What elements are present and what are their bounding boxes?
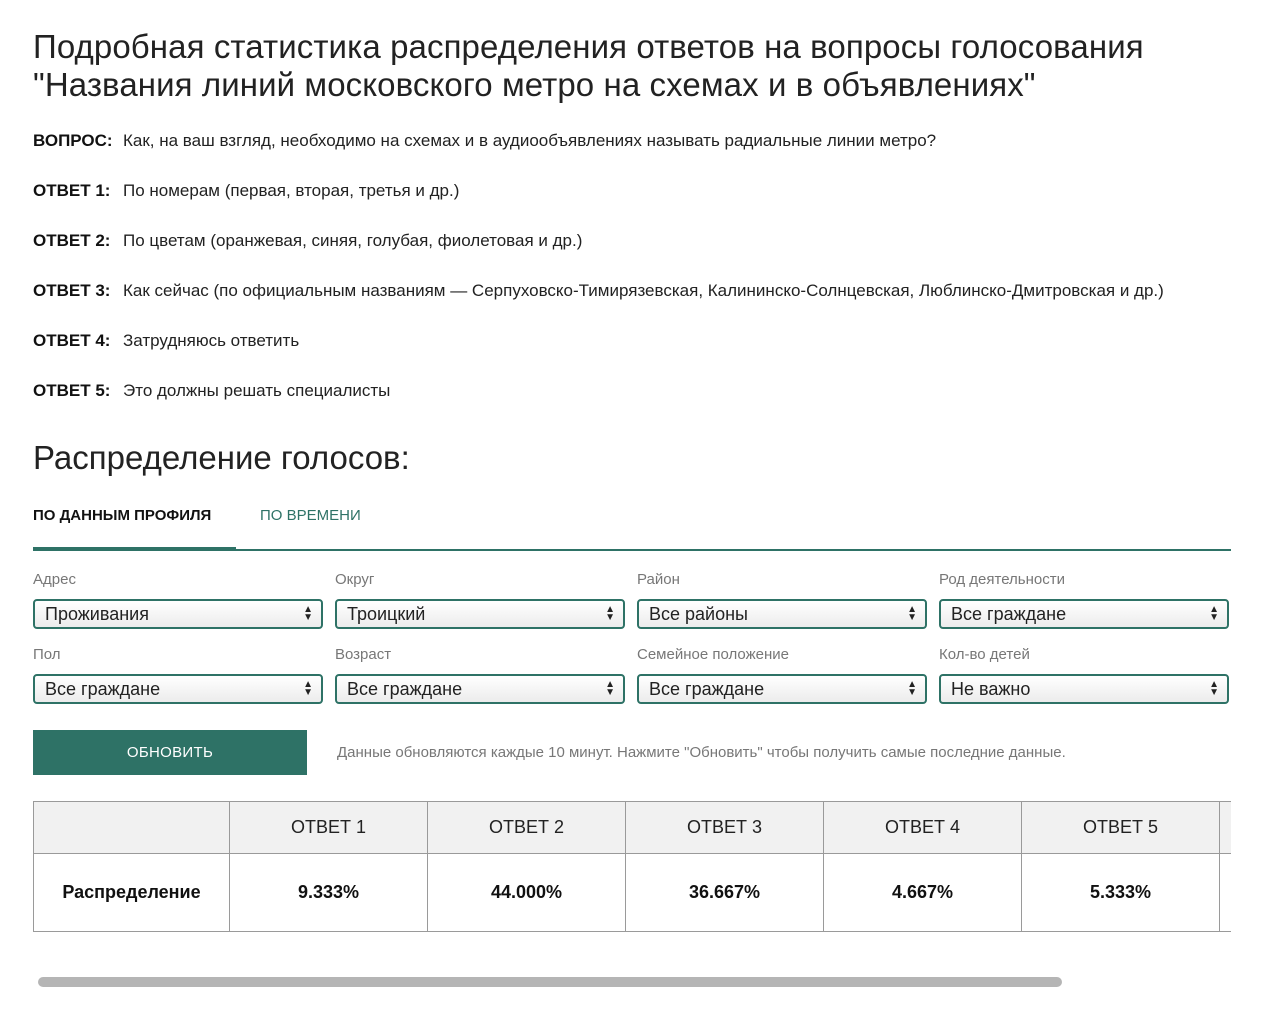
answer-row-4 [33,328,1231,353]
answer-text-2: По цветам (оранжевая, синяя, голубая, фиолетовая и др.) [123,231,583,250]
filter-label: Род деятельности [939,571,1065,588]
filter-label: Кол-во детей [939,646,1030,663]
answer-text-3: Как сейчас (по официальным названиям — Серпуховско-Тимирязевская, Калининско-Солнцевская, Люблинско-Дмитровская и др.) [123,281,1164,300]
answer-label-3: ОТВЕТ 3: [33,281,111,300]
table-header-answer-2: ОТВЕТ 2 [428,802,626,854]
select-value: Все районы [649,603,748,624]
select-value: Проживания [45,603,149,624]
select-arrows-icon: ▲ ▼ [1209,604,1219,623]
answer-row-1 [33,178,1231,203]
value-answer-4: 4.667% [824,854,1022,932]
filter-age [335,646,625,704]
filter-label: Район [637,571,680,588]
answer-label-1: ОТВЕТ 1: [33,181,111,200]
table-header-answer-4: ОТВЕТ 4 [824,802,1022,854]
update-button[interactable]: ОБНОВИТЬ [33,730,307,775]
tab-profile[interactable]: ПО ДАННЫМ ПРОФИЛЯ [33,499,236,551]
filters [33,571,1231,704]
question-answers [33,128,1231,403]
results-table-wrapper [33,801,1231,932]
tabs [33,499,1231,551]
answer-text-5: Это должны решать специалисты [123,381,391,400]
table-header-answer-1: ОТВЕТ 1 [230,802,428,854]
filter-occupation [939,571,1229,629]
filter-label: Семейное положение [637,646,789,663]
table-header-answer-5: ОТВЕТ 5 [1022,802,1220,854]
answer-label-5: ОТВЕТ 5: [33,381,111,400]
filter-label: Адрес [33,571,76,588]
answer-row-2 [33,228,1231,253]
select-arrows-icon: ▲ ▼ [605,679,615,698]
update-row [33,730,1231,775]
age-select[interactable] [335,674,625,704]
children-select[interactable] [939,674,1229,704]
filter-label: Возраст [335,646,392,663]
question-label: ВОПРОС: [33,131,113,150]
filter-children [939,646,1229,704]
answer-label-4: ОТВЕТ 4: [33,331,111,350]
tab-time[interactable]: ПО ВРЕМЕНИ [260,507,361,524]
answer-text-1: По номерам (первая, вторая, третья и др.) [123,181,460,200]
answer-text-4: Затрудняюсь ответить [123,331,300,350]
select-value: Все граждане [347,678,463,699]
value-overflow [1220,854,1232,932]
value-answer-3: 36.667% [626,854,824,932]
question-row [33,128,1231,153]
district-select[interactable] [335,599,625,629]
select-arrows-icon: ▲ ▼ [303,679,313,698]
gender-select[interactable] [33,674,323,704]
table-header-overflow [1220,802,1232,854]
select-arrows-icon: ▲ ▼ [605,604,615,623]
area-select[interactable] [637,599,927,629]
select-arrows-icon: ▲ ▼ [303,604,313,623]
question-text: Как, на ваш взгляд, необходимо на схемах и в аудиообъявлениях называть радиальные линии метро? [123,131,937,150]
filter-gender [33,646,323,704]
filter-marital [637,646,927,704]
table-header-answer-3: ОТВЕТ 3 [626,802,824,854]
results-table [33,801,1231,932]
select-arrows-icon: ▲ ▼ [1209,679,1219,698]
filter-address [33,571,323,629]
answer-row-3 [33,278,1231,303]
filter-label: Пол [33,646,61,663]
table-header-empty [34,802,230,854]
page [33,0,1231,932]
value-answer-1: 9.333% [230,854,428,932]
select-value: Все граждане [951,603,1067,624]
row-label: Распределение [34,854,230,932]
select-value: Все граждане [649,678,765,699]
select-arrows-icon: ▲ ▼ [907,604,917,623]
select-value: Троицкий [347,603,426,624]
table-row [34,854,1232,932]
occupation-select[interactable] [939,599,1229,629]
value-answer-5: 5.333% [1022,854,1220,932]
update-note: Данные обновляются каждые 10 минут. Нажмите "Обновить" чтобы получить самые последние данные. [337,744,1066,761]
filter-district [335,571,625,629]
page-title [33,0,1231,104]
answer-row-5 [33,378,1231,403]
filter-label: Округ [335,571,375,588]
page-title-line1: Подробная статистика распределения ответов на вопросы голосования [33,28,1144,65]
select-value: Все граждане [45,678,161,699]
distribution-title: Распределение голосов: [33,439,410,476]
table-header-row [34,802,1232,854]
address-select[interactable] [33,599,323,629]
page-title-line2: "Названия линий московского метро на схемах и в объявлениях" [33,66,1036,103]
select-arrows-icon: ▲ ▼ [907,679,917,698]
horizontal-scrollbar[interactable] [38,977,1062,987]
value-answer-2: 44.000% [428,854,626,932]
select-value: Не важно [951,678,1031,699]
filter-area [637,571,927,629]
answer-label-2: ОТВЕТ 2: [33,231,111,250]
marital-select[interactable] [637,674,927,704]
